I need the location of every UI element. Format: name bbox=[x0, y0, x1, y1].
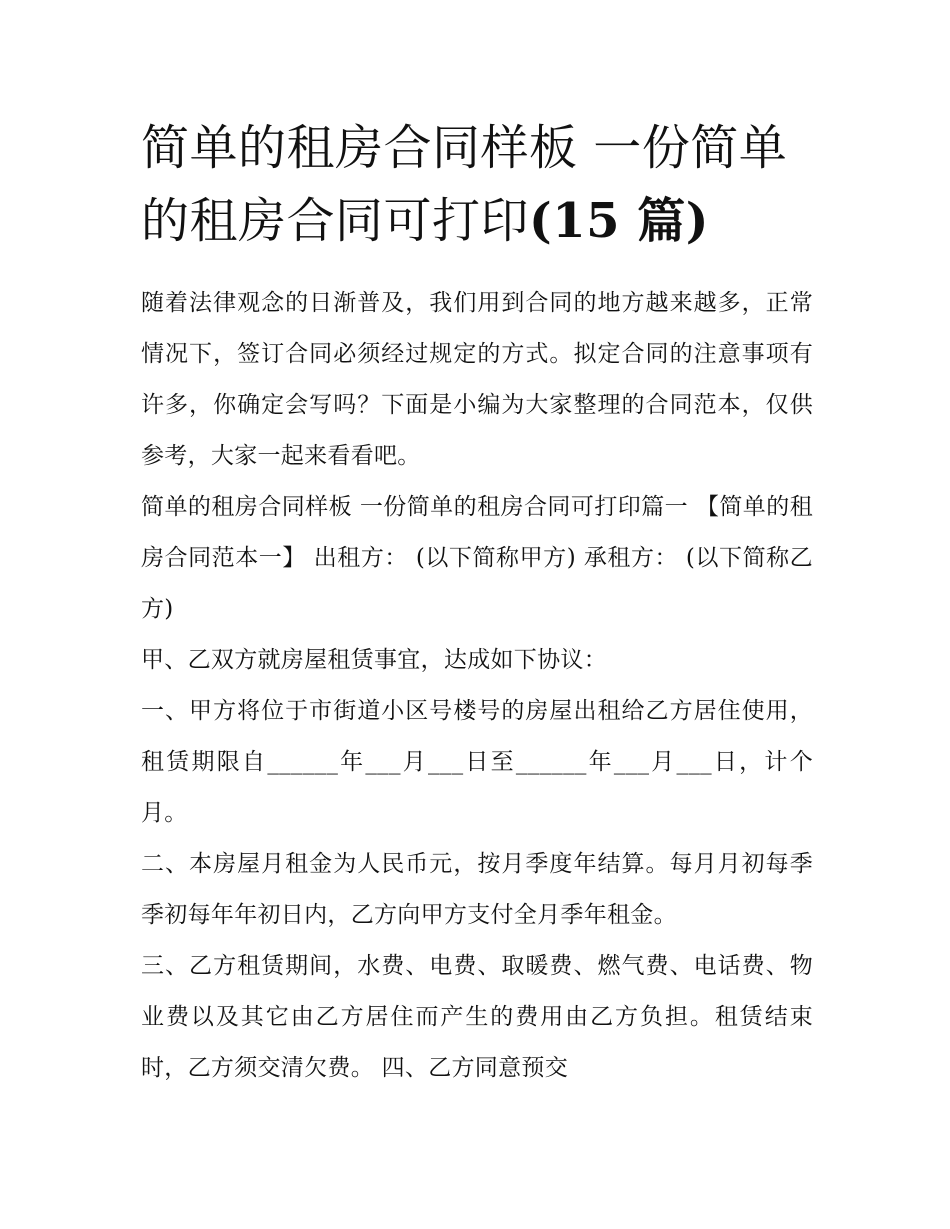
agreement-paragraph: 甲、乙双方就房屋租赁事宜，达成如下协议： bbox=[141, 647, 607, 673]
clause-one-paragraph: 一、甲方将位于市街道小区号楼号的房屋出租给乙方居住使用，租赁期限自______年___月___日至______年___月___日，计个月。 bbox=[141, 698, 813, 826]
clause-three-paragraph: 三、乙方租赁期间，水费、电费、取暖费、燃气费、电话费、物业费以及其它由乙方居住而产生的费用由乙方负担。租赁结束时，乙方须交清欠费。 四、乙方同意预交 bbox=[141, 953, 813, 1081]
document-title bbox=[141, 112, 813, 258]
document-body bbox=[141, 112, 813, 1094]
contract-heading-paragraph: 简单的租房合同样板 一份简单的租房合同可打印篇一 【简单的租房合同范本一】 出租方： (以下简称甲方) 承租方： (以下简称乙方) bbox=[141, 494, 813, 622]
intro-paragraph: 随着法律观念的日渐普及，我们用到合同的地方越来越多，正常情况下，签订合同必须经过规定的方式。拟定合同的注意事项有许多，你确定会写吗？下面是小编为大家整理的合同范本，仅供参考，大家一起来看看吧。 bbox=[141, 290, 813, 469]
clause-two-paragraph: 二、本房屋月租金为人民币元，按月季度年结算。每月月初每季季初每年年初日内，乙方向甲方支付全月季年租金。 bbox=[141, 851, 813, 928]
title-suffix: (15 篇) bbox=[529, 193, 709, 249]
title-main: 简单的租房合同样板 一份简单的租房合同可打印 bbox=[141, 120, 788, 249]
